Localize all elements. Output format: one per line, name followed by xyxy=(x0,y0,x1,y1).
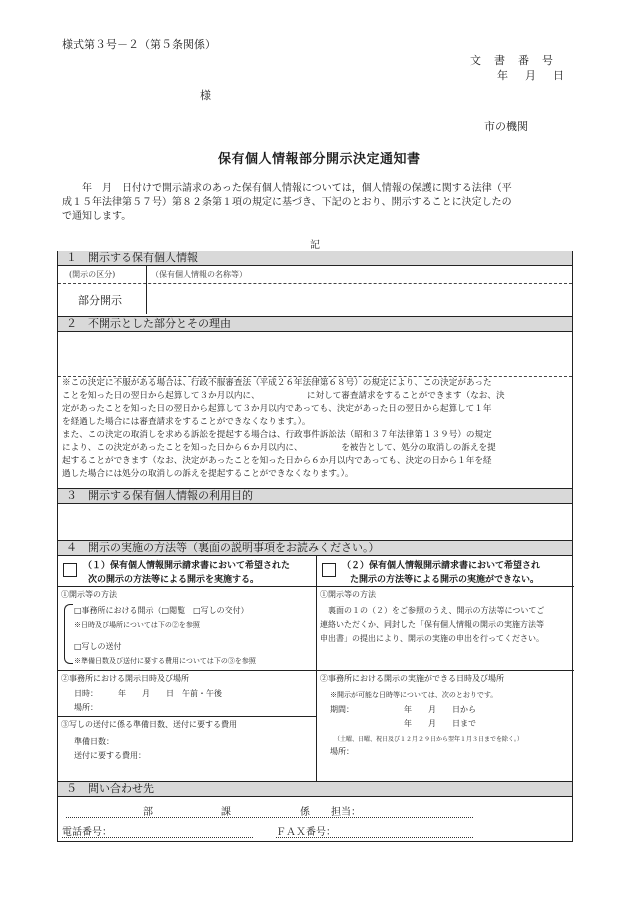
recipient-suffix: 様 xyxy=(200,89,211,102)
right-schedule-note: ※開示が可能な日時等については、次のとおりです。 xyxy=(330,691,498,699)
contact-phone-underline xyxy=(62,837,253,838)
left-method-bracket xyxy=(64,604,73,664)
left-copy-days: 準備日数： xyxy=(74,737,114,746)
option-1-line-2: 次の開示の方法等による開示を実施する。 xyxy=(88,575,260,585)
left-schedule-place: 場所： xyxy=(74,703,98,712)
right-holiday-note: （土曜、日曜、祝日及び１２月２９日から翌年１月３日までを除く。） xyxy=(334,736,523,743)
ki-mark: 記 xyxy=(310,240,320,251)
page-title: 保有個人情報部分開示決定通知書 xyxy=(218,152,421,167)
left-method-note-2: ※準備日数及び送付に要する費用については下の③を参照 xyxy=(74,657,256,665)
contact-phone: 電話番号： xyxy=(62,827,112,838)
section-4-left-divider-2 xyxy=(58,670,316,671)
document-date: 年 月 日 xyxy=(497,69,567,82)
right-period-to: 年 月 日まで xyxy=(404,719,476,728)
right-method-line-3: 申出書」の提出により、開示の実施の申出を行ってください。 xyxy=(320,634,544,643)
section-4-left-divider-1 xyxy=(58,586,316,587)
left-method-line-2: □写しの送付 xyxy=(74,642,122,651)
notice-line-3: 定があったことを知った日の翌日から起算して３か月以内であっても、決定があった日の翌日から起算して１年 xyxy=(62,404,492,414)
contact-person: 担当： xyxy=(331,807,361,818)
section-1-col-name: （保有個人情報の名称等） xyxy=(151,270,247,279)
section-4-right-divider-2 xyxy=(316,670,574,671)
left-method-note-1: ※日時及び場所については下の②を参照 xyxy=(74,621,200,629)
notice-line-4: を経過した場合には審査請求をすることができなくなります。）。 xyxy=(62,417,311,427)
document-number: 文 書 番 号 xyxy=(470,54,554,67)
section-1-col-kubun: (開示の区分) xyxy=(69,270,116,279)
section-3-header: ３ 開示する保有個人情報の利用目的 xyxy=(58,488,572,504)
form-id: 様式第３号－２（第５条関係） xyxy=(62,38,216,51)
left-schedule-title: ②事務所における開示日時及び場所 xyxy=(61,674,189,683)
section-5-header: ５ 問い合わせ先 xyxy=(58,781,572,797)
intro-line-2: 成１５年法律第５７号）第８２条第１項の規定に基づき、下記のとおり、開示することに決定したの xyxy=(62,197,512,208)
option-2-line-1: （２）保有個人情報開示請求書において希望され xyxy=(342,561,541,571)
contact-fax: ＦＡＸ番号： xyxy=(276,827,336,838)
option-1-checkbox[interactable] xyxy=(63,563,77,577)
notice-line-8: 過した場合には処分の取消しの訴えを提起することができなくなります。）。 xyxy=(62,469,354,479)
right-period-label: 期間： xyxy=(330,705,354,714)
notice-line-5: また、この決定の取消しを求める訴訟を提起する場合は、行政事件訴訟法（昭和３７年法律第１３９号）の規定 xyxy=(62,430,492,440)
main-form-box xyxy=(57,251,573,842)
right-method-title: ①開示等の方法 xyxy=(320,590,376,599)
section-2-header: ２ 不開示とした部分とその理由 xyxy=(58,316,572,332)
section-1-header: １ 開示する保有個人情報 xyxy=(58,251,572,266)
notice-line-6: により、この決定があったことを知った日から６か月以内に、 を被告として、処分の取消しの訴えを提 xyxy=(62,443,496,453)
section-4-left-divider-3 xyxy=(58,716,316,717)
right-period-from: 年 月 日から xyxy=(404,705,476,714)
right-method-line-1: 裏面の１の（２）をご参照のうえ、開示の方法等についてご xyxy=(328,606,545,615)
section-2-notice xyxy=(62,377,570,481)
intro-line-3: で通知します。 xyxy=(62,211,132,222)
intro-line-1: 年 月 日付けで開示請求のあった保有個人情報については，個人情報の保護に関する法律（平 xyxy=(62,183,512,194)
contact-person-underline xyxy=(66,817,473,818)
right-place: 場所： xyxy=(330,747,354,756)
right-method-line-2: 連絡いただくか、同封した「保有個人情報の開示の実施方法等 xyxy=(320,620,544,629)
section-4-vdivider xyxy=(316,556,317,781)
contact-dept: 部 xyxy=(143,807,153,818)
left-schedule-datetime: 日時： 年 月 日 午前・午後 xyxy=(74,689,222,698)
left-copy-title: ③写しの送付に係る準備日数、送付に要する費用 xyxy=(61,720,237,729)
left-copy-cost: 送付に要する費用： xyxy=(74,751,146,760)
section-4-right-divider-1 xyxy=(316,586,574,587)
contact-unit: 係 xyxy=(300,807,310,818)
left-method-line-1: □事務所における開示（□閲覧 □写しの交付） xyxy=(74,606,249,615)
section-1-vdivider xyxy=(146,266,147,314)
notice-line-1: ※この決定に不服がある場合は、行政不服審査法（平成２６年法律第６８号）の規定により、この決定があった xyxy=(62,378,492,388)
right-schedule-title: ②事務所における開示の実施ができる日時及び場所 xyxy=(320,674,504,683)
left-method-title: ①開示等の方法 xyxy=(61,590,117,599)
option-2-checkbox[interactable] xyxy=(322,563,336,577)
issuer: 市の機関 xyxy=(484,120,528,133)
section-4-header: ４ 開示の実施の方法等（裏面の説明事項をお読みください。） xyxy=(58,540,572,556)
notice-line-2: ことを知った日の翌日から起算して３か月以内に、 に対して審査請求をすることができます（なお、決 xyxy=(62,391,505,401)
contact-section: 課 xyxy=(221,807,231,818)
option-1-line-1: （１）保有個人情報開示請求書において希望された xyxy=(83,561,291,571)
section-1-value: 部分開示 xyxy=(78,294,122,307)
option-2-line-2: た開示の方法等による開示の実施ができない。 xyxy=(350,575,540,585)
notice-line-7: 起することができます（なお、決定があったことを知った日から６か月以内であっても、決定の日から１年を経 xyxy=(62,456,492,466)
section-1-subdivider xyxy=(58,283,572,284)
contact-fax-underline xyxy=(276,837,473,838)
